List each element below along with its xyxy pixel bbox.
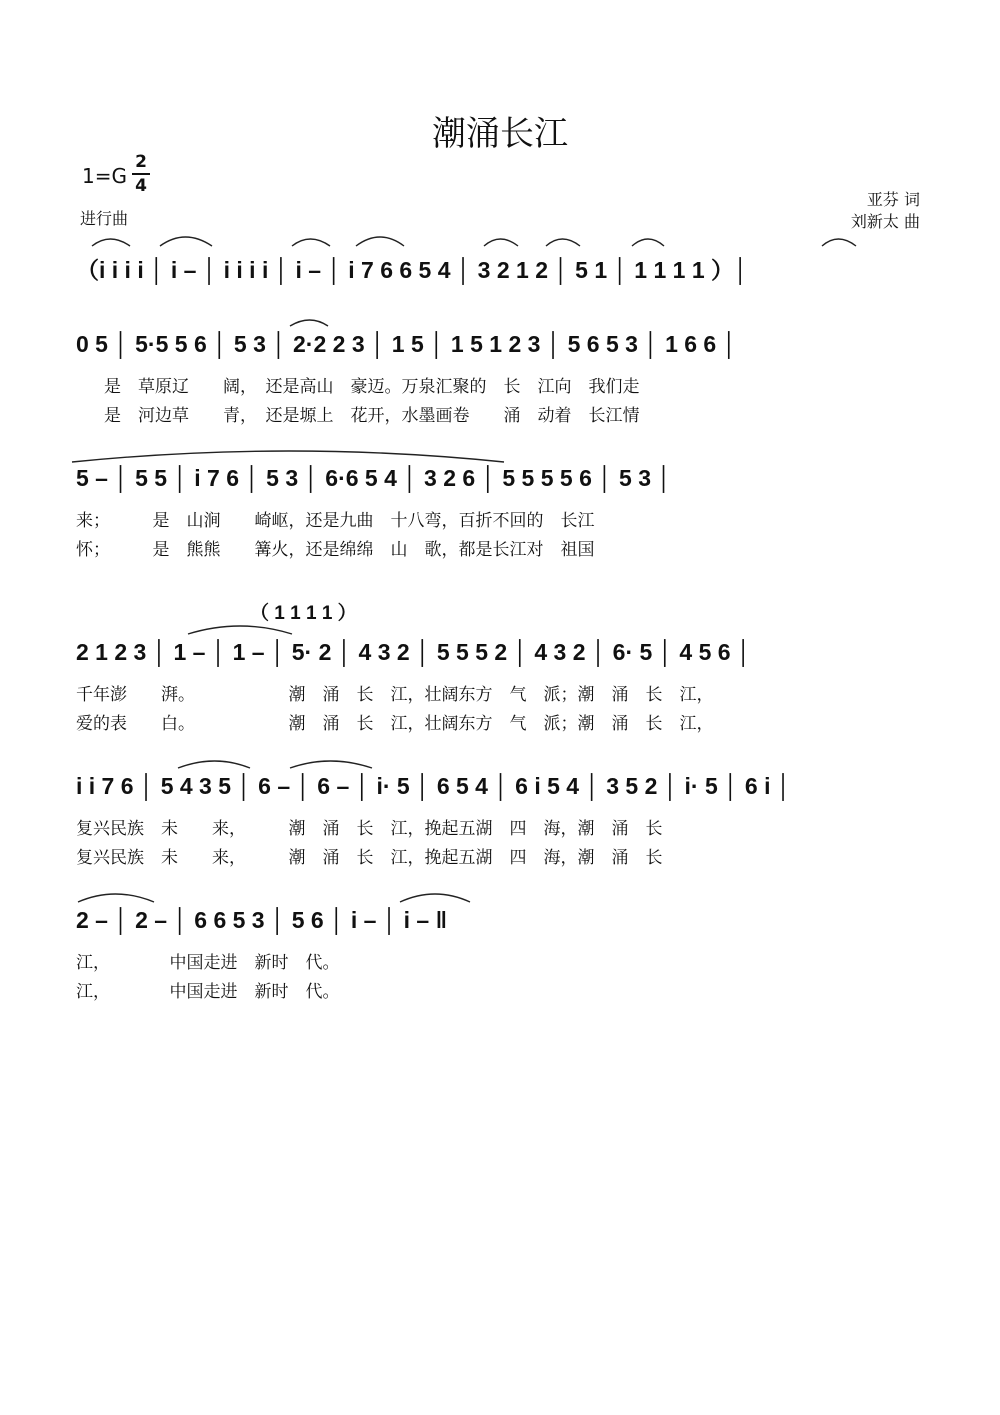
triplet-arc bbox=[822, 239, 856, 246]
lyrics-verse-2-line-3: 怀； 是 熊熊 篝火，还是绵绵 山 歌，都是长江对 祖国 bbox=[76, 540, 595, 560]
triplet-arc bbox=[484, 239, 518, 246]
triplet-arc bbox=[292, 239, 330, 246]
lyrics-verse-2-line-6: 江， 中国走进 新时 代。 bbox=[76, 982, 340, 1002]
triplet-arc bbox=[632, 239, 664, 246]
alternate-ending: （ 1 1 1 1 ） bbox=[250, 603, 357, 624]
key-signature: 1=G bbox=[82, 164, 127, 188]
lyrics-verse-1-line-6: 江， 中国走进 新时 代。 bbox=[76, 953, 340, 973]
slur-arc bbox=[178, 761, 250, 768]
time-signature-bottom: 4 bbox=[135, 176, 147, 196]
lyrics-verse-1-line-5: 复兴民族 未 来， 潮 涌 长 江，挽起五湖 四 海，潮 涌 长 bbox=[76, 819, 663, 839]
slur-arc bbox=[78, 894, 154, 902]
lyrics-verse-1-line-2: 是 草原辽 阔， 还是高山 豪迈。万泉汇聚的 长 江向 我们走 bbox=[104, 377, 640, 397]
slur-arc bbox=[290, 320, 328, 326]
notation-line-3: 5 – │ 5 5 │ i 7 6 │ 5 3 │ 6·6 5 4 │ 3 2 6 │ 5 5 5 5 6 │ 5 3 │ bbox=[76, 465, 672, 491]
slur-arc bbox=[72, 451, 504, 462]
notation-line-6: 2 – │ 2 – │ 6 6 5 3 │ 5 6 │ i – │ i – ‖ bbox=[76, 907, 448, 933]
time-signature-top: 2 bbox=[135, 152, 147, 172]
lyrics-verse-2-line-2: 是 河边草 青， 还是塬上 花开，水墨画卷 涌 动着 长江情 bbox=[104, 406, 640, 426]
triplet-arc bbox=[92, 239, 130, 246]
lyrics-verse-2-line-4: 爱的表 白。 潮 涌 长 江，壮阔东方 气 派；潮 涌 长 江， bbox=[76, 714, 714, 734]
tempo-marking: 进行曲 bbox=[80, 209, 129, 228]
notation-line-4: 2 1 2 3 │ 1 – │ 1 – │ 5· 2 │ 4 3 2 │ 5 5 5 2 │ 4 3 2 │ 6· 5 │ 4 5 6 │ bbox=[76, 639, 752, 665]
lyrics-verse-1-line-4: 千年澎 湃。 潮 涌 长 江，壮阔东方 气 派；潮 涌 长 江， bbox=[76, 685, 714, 705]
slur-arc bbox=[400, 894, 470, 902]
notation-line-2: 0 5 │ 5·5 5 6 │ 5 3 │ 2·2 2 3 │ 1 5 │ 1 5 1 2 3 │ 5 6 5 3 │ 1 6 6 │ bbox=[76, 331, 737, 357]
lyricist-credit: 亚芬 词 bbox=[866, 190, 920, 209]
lyrics-verse-2-line-5: 复兴民族 未 来， 潮 涌 长 江，挽起五湖 四 海，潮 涌 长 bbox=[76, 848, 663, 868]
triplet-arc bbox=[546, 239, 580, 246]
notation-line-1: （i i i i │ i – │ i i i i │ i – │ i 7 6 6 5 4 │ 3 2 1 2 │ 5 1 │ 1 1 1 1 ）│ bbox=[76, 257, 749, 283]
song-title: 潮涌长江 bbox=[432, 114, 568, 154]
slur-arc bbox=[290, 761, 372, 768]
lyrics-verse-1-line-3: 来； 是 山涧 崎岖，还是九曲 十八弯，百折不回的 长江 bbox=[76, 511, 595, 531]
notation-line-5: i i 7 6 │ 5 4 3 5 │ 6 – │ 6 – │ i· 5 │ 6 5 4 │ 6 i 5 4 │ 3 5 2 │ i· 5 │ 6 i │ bbox=[76, 773, 792, 799]
composer-credit: 刘新太 曲 bbox=[850, 212, 920, 231]
slur-arc bbox=[356, 237, 404, 246]
slur-arc bbox=[188, 626, 292, 634]
slur-arc bbox=[160, 237, 212, 246]
